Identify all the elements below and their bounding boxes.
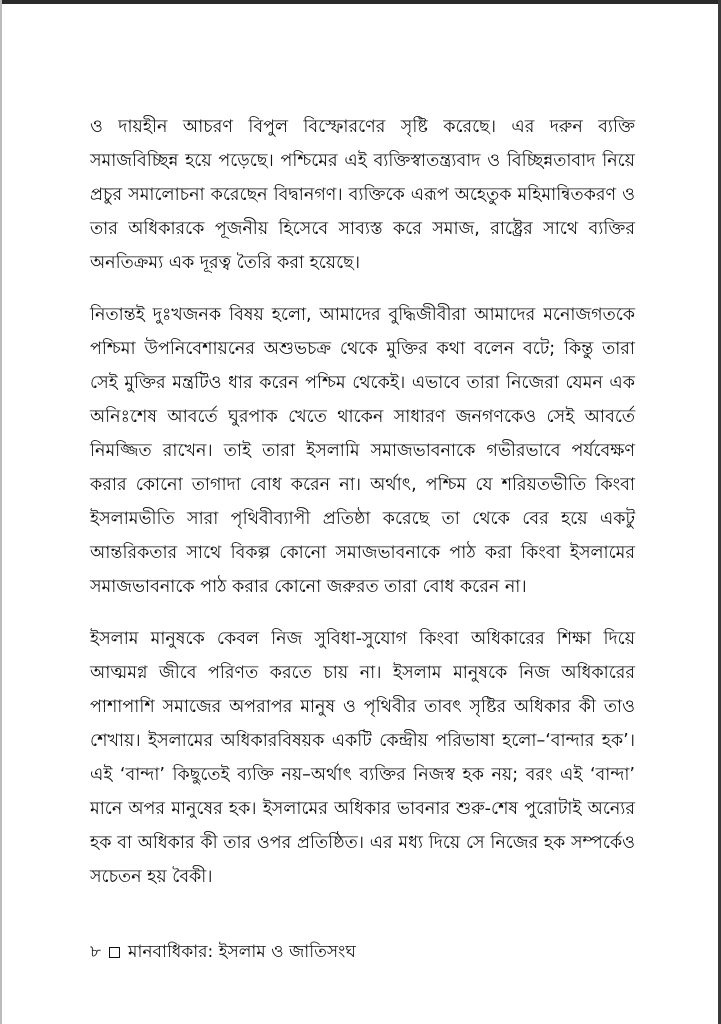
paragraph-3: ইসলাম মানুষকে কেবল নিজ সুবিধা-সুযোগ কিংবা অধিকারের শিক্ষা দিয়ে আত্মমগ্ন জীবে পরিণত করতে চায় না। ইসলাম মানুষকে নিজ অধিকারের পাশাপাশি সমাজের অপরাপর মানুষ ও পৃথিবীর তাবৎ সৃষ্টির অধিকার কী তাও শেখায়। ইসলামের অধিকারবিষয়ক একটি কেন্দ্রীয় পরিভাষা হলো–‘বান্দার হক’। এই ‘বান্দা’ কিছুতেই ব্যক্তি নয়–অর্থাৎ ব্যক্তির নিজস্ব হক নয়; বরং এই ‘বান্দা’ মানে অপর মানুষের হক। ইসলামের অধিকার ভাবনার শুরু-শেষ পুরোটাই অন্যের হক বা অধিকার কী তার ওপর প্রতিষ্ঠিত। এর মধ্য দিয়ে সে নিজের হক সম্পর্কেও সচেতন হয় বৈকী। (90, 629, 635, 887)
page-body (90, 110, 635, 912)
page-footer (90, 940, 356, 964)
paragraph-2: নিতান্তই দুঃখজনক বিষয় হলো, আমাদের বুদ্ধিজীবীরা আমাদের মনোজগতকে পশ্চিমা উপনিবেশায়নের অশুভচক্র থেকে মুক্তির কথা বলেন বটে; কিন্তু তারা সেই মুক্তির মন্ত্রটিও ধার করেন পশ্চিম থেকেই। এভাবে তারা নিজেরা যেমন এক অনিঃশেষ আবর্তে ঘুরপাক খেতে থাকেন সাধারণ জনগণকেও সেই আবর্তে নিমজ্জিত রাখেন। তাই তারা ইসলামি সমাজভাবনাকে গভীরভাবে পর্যবেক্ষণ করার কোনো তাগাদা বোধ করেন না। অর্থাৎ, পশ্চিম যে শরিয়তভীতি কিংবা ইসলামভীতি সারা পৃথিবীব্যাপী প্রতিষ্ঠা করেছে তা থেকে বের হয়ে একটু আন্তরিকতার সাথে বিকল্প কোনো সমাজভাবনাকে পাঠ করা কিংবা ইসলামের সমাজভাবনাকে পাঠ করার কোনো জরুরত তারা বোধ করেন না। (90, 305, 635, 597)
page-number: ৮ (90, 942, 102, 962)
running-title: মানবাধিকার: ইসলাম ও জাতিসংঘ (128, 942, 356, 962)
page-edge-left (0, 0, 2, 1024)
square-separator-icon (109, 947, 120, 958)
page-edge-top (0, 0, 721, 4)
paragraph-1: ও দায়হীন আচরণ বিপুল বিস্ফোরণের সৃষ্টি করেছে। এর দরুন ব্যক্তি সমাজবিচ্ছিন্ন হয়ে পড়েছে। পশ্চিমের এই ব্যক্তিস্বাতন্ত্র্যবাদ ও বিচ্ছিন্নতাবাদ নিয়ে প্রচুর সমালোচনা করেছেন বিদ্বানগণ। ব্যক্তিকে এরূপ অহেতুক মহিমান্বিতকরণ ও তার অধিকারকে পূজনীয় হিসেবে সাব্যস্ত করে সমাজ, রাষ্ট্রের সাথে ব্যক্তির অনতিক্রম্য এক দূরত্ব তৈরি করা হয়েছে। (90, 117, 635, 273)
